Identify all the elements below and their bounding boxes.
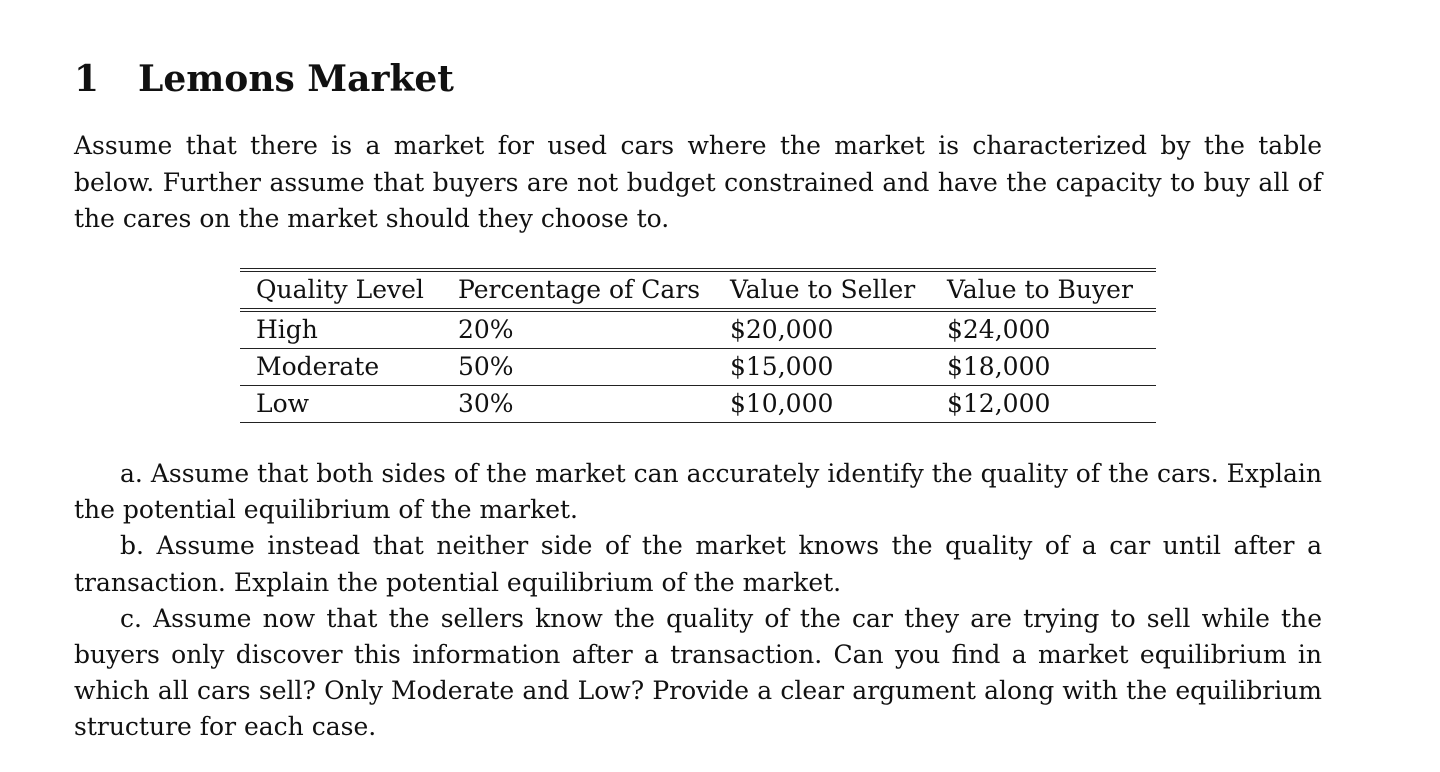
- section-heading: [74, 58, 454, 100]
- intro-paragraph: Assume that there is a market for used cars where the market is characterized by the table below. Further assume that buyers are not budget constrained and have the capacity to buy all of the cares on the market should they choose to.: [74, 131, 1322, 233]
- cell-percentage: 30%: [458, 389, 514, 418]
- questions-list: [74, 456, 1322, 746]
- market-table-container: [240, 268, 1156, 423]
- cell-seller-value: $20,000: [730, 315, 834, 344]
- table-row: [240, 349, 1156, 386]
- cell-seller-value: $15,000: [730, 352, 834, 381]
- section-title: Lemons Market: [138, 58, 454, 100]
- header-quality-level: Quality Level: [256, 275, 424, 304]
- cell-percentage: 20%: [458, 315, 514, 344]
- header-value-to-buyer: Value to Buyer: [947, 275, 1133, 304]
- section-number: 1: [74, 58, 100, 100]
- header-value-to-seller: Value to Seller: [730, 275, 916, 304]
- cell-buyer-value: $18,000: [947, 352, 1051, 381]
- cell-quality: High: [256, 315, 318, 344]
- cell-buyer-value: $12,000: [947, 389, 1051, 418]
- table-row: [240, 386, 1156, 423]
- market-table: [240, 268, 1156, 423]
- table-row: [240, 310, 1156, 349]
- cell-percentage: 50%: [458, 352, 514, 381]
- header-percentage-of-cars: Percentage of Cars: [458, 275, 701, 304]
- question-a: a. Assume that both sides of the market can accurately identify the quality of the cars. Explain the potential equilibrium of the market.: [74, 459, 1322, 525]
- table-header-row: [240, 270, 1156, 310]
- cell-quality: Moderate: [256, 352, 380, 381]
- cell-seller-value: $10,000: [730, 389, 834, 418]
- question-c: c. Assume now that the sellers know the quality of the car they are trying to sell while the buyers only discover this information after a transaction. Can you find a market equilibrium in which all cars sell? Only Moderate and Low? Provide a clear argument along with the equilibrium structure for each case.: [74, 603, 1322, 742]
- cell-quality: Low: [256, 389, 310, 418]
- cell-buyer-value: $24,000: [947, 315, 1051, 344]
- question-b: b. Assume instead that neither side of the market knows the quality of a car until after a transaction. Explain the potential equilibrium of the market.: [74, 531, 1322, 597]
